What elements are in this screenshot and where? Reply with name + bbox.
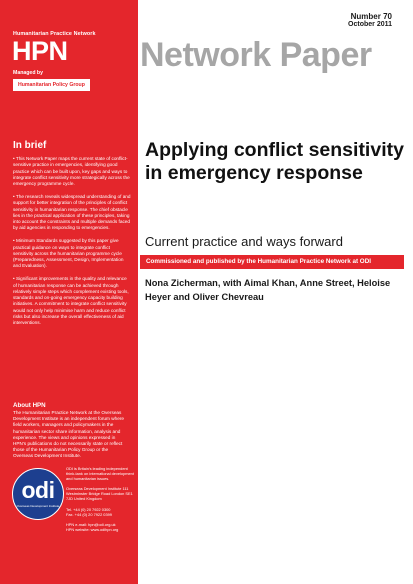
paper-authors: Nona Zicherman, with Aimal Khan, Anne Street, Heloise Heyer and Oliver Chevreau (145, 278, 391, 302)
odi-logo (12, 468, 64, 520)
issue-date: October 2011 (348, 21, 392, 28)
commission-bar: Commissioned and published by the Humanitarian Practice Network at ODI (140, 255, 404, 269)
odi-description: ODI is Britain's leading independent think-tank on international development and humanitarian issues. (66, 466, 134, 482)
series-title: Network Paper (140, 36, 372, 74)
in-brief-heading: In brief (13, 140, 47, 151)
about-text: The Humanitarian Practice Network at the Overseas Development Institute is an independent forum where field workers, managers and policymakers in the humanitarian sector share information, analysis and experience. The views and opinions expressed in HPN's publications do not necessarily state or reflect those of the Humanitarian Policy Group or the Overseas Development Institute. (13, 410, 125, 459)
issue-number: Number 70 (350, 12, 392, 21)
odi-logo-caption: Overseas Development Institute (16, 504, 60, 508)
odi-phone: Tel. +44 (0) 20 7922 0300 (66, 506, 111, 512)
hpn-logo: HPN (12, 36, 68, 66)
in-brief-point: • The research reveals widespread understanding of and support for better integration of the principles of conflict sensitivity in humanitarian response. The chief obstacle lies in the practical application of these principles, taking into account the constraints and multiple demands faced by aid agencies in responding to emergencies. (13, 193, 131, 231)
odi-email: HPN e-mail: hpn@odi.org.uk (66, 521, 116, 527)
odi-fax: Fax. +44 (0) 20 7922 0399 (66, 511, 112, 517)
in-brief-point: • Significant improvements in the quality and relevance of humanitarian response can be achieved through relatively simple steps which complement existing tools, standards and on-going emergency capacity building initiatives. A commitment to integrate conflict sensitivity would not only help minimise harm and reduce conflict risks but also increase the overall effectiveness of aid interventions. (13, 276, 129, 326)
in-brief-list (13, 156, 131, 333)
odi-website: HPN website: www.odihpn.org (66, 526, 119, 532)
paper-subtitle: Current practice and ways forward (145, 234, 343, 249)
network-name: Humanitarian Practice Network (13, 31, 96, 37)
about-heading: About HPN (13, 402, 46, 409)
odi-logo-text: odi (21, 477, 55, 503)
in-brief-point: • Minimum Standards suggested by this paper give practical guidance on ways to integrate conflict sensitivity across the humanitarian programme cycle (Preparedness, Assessment, Design, Implementation and Evaluation). (13, 238, 124, 269)
odi-contacts (66, 466, 136, 537)
managed-by-label: Managed by (13, 70, 43, 76)
in-brief-point: • This Network Paper maps the current state of conflict-sensitive practice in emergencies, identifying good practice which can be built upon, key gaps and ways to integrate conflict sensitivity more strategically across the emergency programme cycle. (13, 156, 130, 187)
hpg-badge: Humanitarian Policy Group (13, 79, 90, 91)
red-sidebar (0, 0, 138, 584)
odi-address: Overseas Development Institute 111 Westminster Bridge Road London SE1 7JD United Kingdom (66, 486, 133, 502)
paper-title: Applying conflict sensitivity in emergency response (145, 139, 404, 184)
